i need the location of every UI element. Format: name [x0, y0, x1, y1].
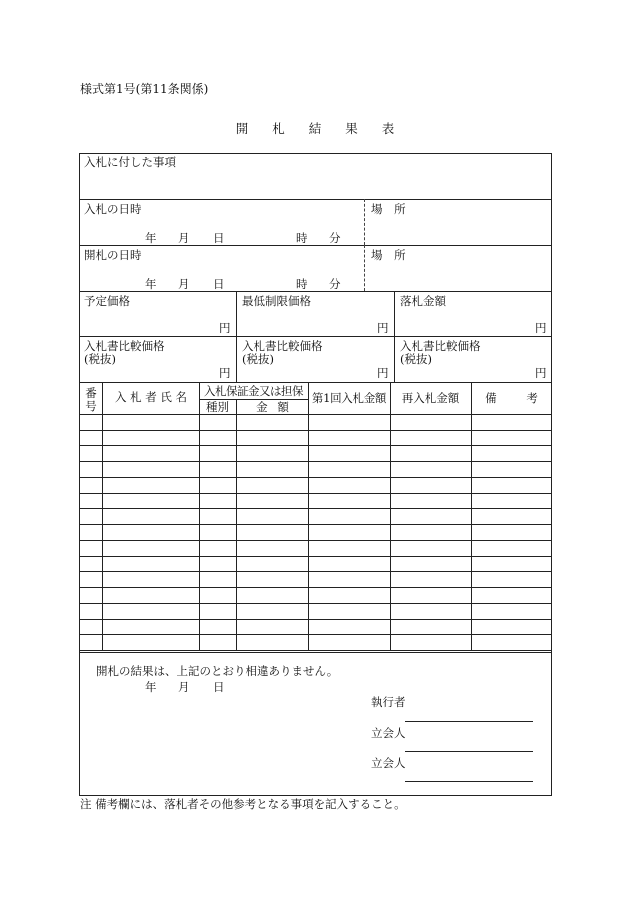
table-row	[79, 634, 552, 635]
form-number-label: 様式第1号(第11条関係)	[80, 82, 209, 96]
minimum-price-label: 最低制限価格	[242, 294, 311, 308]
signature-line	[405, 751, 533, 752]
yen-unit: 円	[535, 321, 547, 335]
witness-label: 立会人	[371, 726, 406, 740]
yen-unit: 円	[377, 321, 389, 335]
yen-unit: 円	[377, 366, 389, 380]
table-row	[79, 461, 552, 462]
open-datetime-label: 開札の日時	[84, 248, 142, 262]
table-row	[79, 540, 552, 541]
bid-place-label: 場 所	[371, 202, 406, 216]
planned-price-label: 予定価格	[84, 294, 130, 308]
footer-month-unit: 月	[178, 680, 190, 694]
divider	[79, 652, 552, 653]
signature-line	[405, 721, 533, 722]
tax-excluded-label: (税抜)	[242, 352, 274, 366]
bid-month-unit: 月	[178, 231, 190, 245]
header-guarantee: 入札保証金又は担保	[204, 384, 303, 398]
divider	[79, 650, 552, 651]
bid-minute-unit: 分	[329, 231, 341, 245]
dashed-divider	[364, 199, 365, 245]
header-amount: 金 額	[256, 400, 289, 414]
table-row	[79, 619, 552, 620]
divider	[79, 199, 552, 200]
divider	[79, 291, 552, 292]
yen-unit: 円	[219, 321, 231, 335]
yen-unit: 円	[535, 366, 547, 380]
table-row	[79, 556, 552, 557]
table-column-divider	[308, 382, 309, 650]
bid-year-unit: 年	[145, 231, 157, 245]
open-day-unit: 日	[213, 277, 225, 291]
table-column-divider	[390, 382, 391, 650]
document-title: 開 札 結 果 表	[235, 121, 405, 136]
header-number: 番号	[85, 386, 97, 413]
footer-day-unit: 日	[213, 680, 225, 694]
tax-excluded-label: (税抜)	[84, 352, 116, 366]
table-column-divider	[471, 382, 472, 650]
header-first-bid: 第1回入札金額	[311, 391, 387, 405]
table-row	[79, 524, 552, 525]
table-row	[79, 603, 552, 604]
witness-label: 立会人	[371, 756, 406, 770]
header-remarks: 備 考	[485, 391, 538, 405]
open-month-unit: 月	[178, 277, 190, 291]
table-row	[79, 414, 552, 415]
divider	[79, 245, 552, 246]
header-bidder-name: 入 札 者 氏 名	[114, 390, 188, 404]
footer-year-unit: 年	[145, 680, 157, 694]
footnote: 注 備考欄には、落札者その他参考となる事項を記入すること。	[80, 797, 406, 811]
header-type: 種別	[206, 400, 229, 414]
table-column-divider	[102, 382, 103, 650]
certification-statement: 開札の結果は、上記のとおり相違ありません。	[96, 664, 339, 678]
bid-hour-unit: 時	[296, 231, 308, 245]
table-row	[79, 571, 552, 572]
tax-excluded-label: (税抜)	[400, 352, 432, 366]
table-row	[79, 430, 552, 431]
open-place-label: 場 所	[371, 248, 406, 262]
table-row	[79, 587, 552, 588]
bid-datetime-label: 入札の日時	[84, 202, 142, 216]
header-rebid: 再入札金額	[401, 391, 460, 405]
comparison-price-label: 入札書比較価格	[242, 339, 323, 353]
divider	[79, 382, 552, 383]
dashed-divider	[364, 245, 365, 291]
result-form-frame	[79, 153, 552, 796]
open-minute-unit: 分	[329, 277, 341, 291]
bid-day-unit: 日	[213, 231, 225, 245]
table-row	[79, 493, 552, 494]
open-hour-unit: 時	[296, 277, 308, 291]
comparison-price-label: 入札書比較価格	[400, 339, 481, 353]
table-row	[79, 477, 552, 478]
signature-line	[405, 781, 533, 782]
open-year-unit: 年	[145, 277, 157, 291]
table-row	[79, 508, 552, 509]
yen-unit: 円	[219, 366, 231, 380]
divider	[79, 336, 552, 337]
executor-label: 執行者	[371, 695, 406, 709]
table-row	[79, 445, 552, 446]
comparison-price-label: 入札書比較価格	[84, 339, 165, 353]
matter-label: 入札に付した事項	[84, 155, 176, 169]
winning-amount-label: 落札金額	[400, 294, 446, 308]
table-column-divider	[199, 382, 200, 650]
